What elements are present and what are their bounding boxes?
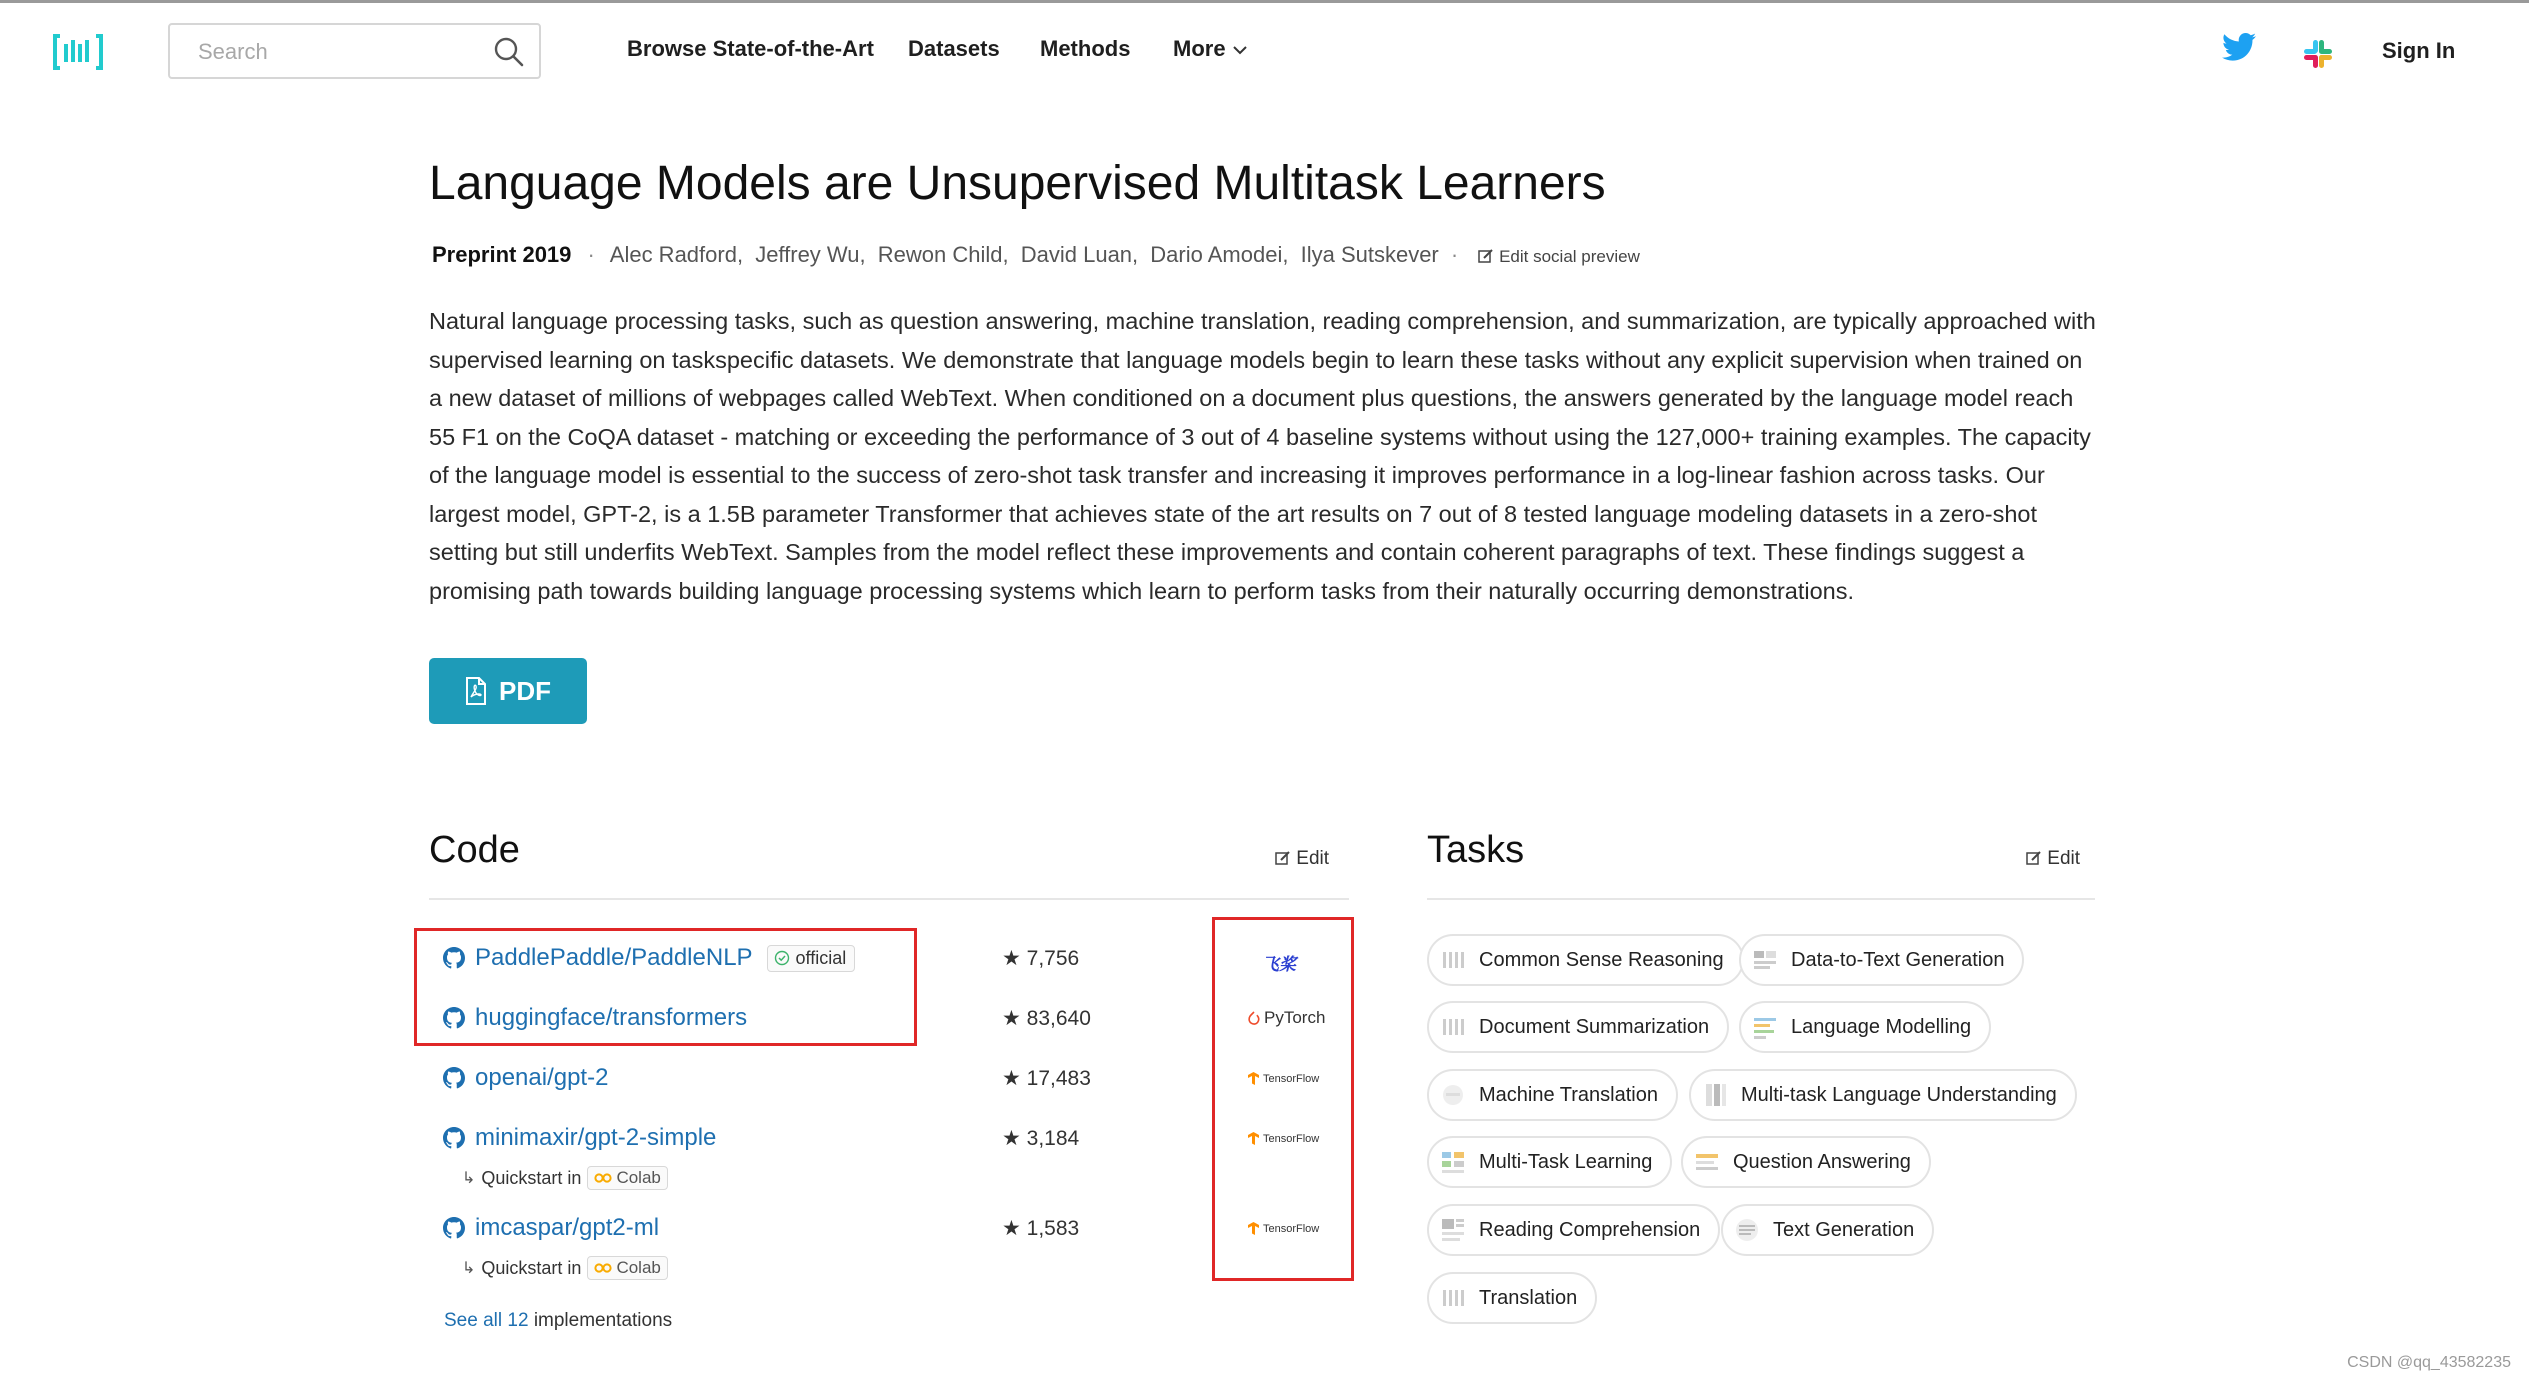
pdf-button[interactable] bbox=[429, 658, 587, 724]
task-label: Question Answering bbox=[1733, 1150, 1911, 1173]
task-label: Data-to-Text Generation bbox=[1791, 948, 2005, 971]
repo-stars bbox=[1002, 1216, 1079, 1241]
colab-label: Colab bbox=[616, 1168, 661, 1187]
see-all-count: 12 bbox=[507, 1310, 529, 1331]
task-label: Language Modelling bbox=[1791, 1015, 1972, 1038]
author[interactable]: Ilya Sutskever bbox=[1300, 242, 1439, 267]
task-chip[interactable] bbox=[1721, 1204, 1934, 1256]
framework-label: 飞桨 bbox=[1262, 955, 1296, 974]
edit-social-preview-label: Edit social preview bbox=[1499, 247, 1640, 266]
colab-button[interactable] bbox=[587, 1166, 667, 1190]
repo-name: huggingface/transformers bbox=[475, 1004, 748, 1031]
task-chip[interactable] bbox=[1427, 1204, 1720, 1256]
code-divider bbox=[429, 898, 1349, 900]
highlight-box-frameworks bbox=[1212, 917, 1354, 1281]
task-label: Document Summarization bbox=[1479, 1015, 1710, 1038]
highlight-box-repos bbox=[414, 928, 917, 1046]
task-thumbnail-icon bbox=[1751, 946, 1779, 974]
task-thumbnail-icon bbox=[1439, 1216, 1467, 1244]
repo-name: minimaxir/gpt-2-simple bbox=[475, 1124, 717, 1151]
search-icon[interactable] bbox=[493, 36, 525, 68]
code-edit-link[interactable] bbox=[1275, 848, 1329, 870]
task-chip[interactable] bbox=[1739, 934, 2024, 986]
chevron-down-icon bbox=[1232, 45, 1248, 55]
tasks-edit-label: Edit bbox=[2047, 848, 2081, 869]
edit-social-preview-link[interactable] bbox=[1478, 247, 1640, 266]
tasks-edit-link[interactable] bbox=[2026, 848, 2080, 870]
nav-more[interactable] bbox=[1173, 36, 1248, 62]
see-all-link[interactable] bbox=[444, 1310, 529, 1331]
sign-in-link[interactable]: Sign In bbox=[2382, 38, 2456, 63]
paper-abstract: Natural language processing tasks, such as question answering, machine translation, reading comprehension, and summarization, are typically approached with supervised learning on taskspecific datasets. We demonstrate that language models begin to learn these tasks without any explicit supervision when trained on a new dataset of millions of webpages called WebText. When conditioned on a document plus questions, the answers generated by the language model reach 55 F1 on the CoQA dataset - matching or exceeding the performance of 3 out of 4 baseline systems without using the 127,000+ training examples. The capacity of the language model is essential to the success of zero-shot task transfer and increasing it improves performance in a log-linear fashion across tasks. Our largest model, GPT-2, is a 1.5B parameter Transformer that achieves state of the art results on 7 out of 8 tested language modeling datasets in a zero-shot setting but still underfits WebText. Samples from the model reflect these improvements and contain coherent paragraphs of text. These findings suggest a promising path towards building language processing systems which learn to perform tasks from their naturally occurring demonstrations. bbox=[429, 308, 2096, 604]
task-thumbnail-icon bbox=[1751, 1013, 1779, 1041]
repo-name: imcaspar/gpt2-ml bbox=[475, 1214, 660, 1241]
star-count: 17,483 bbox=[1026, 1067, 1091, 1090]
pdf-icon bbox=[465, 677, 487, 705]
nav-more-label: More bbox=[1173, 36, 1226, 61]
author[interactable]: Alec Radford, bbox=[609, 242, 744, 267]
framework-label: TensorFlow bbox=[1263, 1222, 1320, 1235]
task-chip[interactable] bbox=[1739, 1001, 1991, 1053]
colab-button[interactable] bbox=[587, 1256, 667, 1280]
edit-icon bbox=[1275, 850, 1291, 866]
pdf-label: PDF bbox=[499, 675, 551, 706]
github-icon bbox=[443, 1127, 465, 1149]
search-input[interactable] bbox=[196, 25, 490, 79]
nav-datasets[interactable]: Datasets bbox=[908, 36, 1000, 61]
task-chip[interactable] bbox=[1427, 1001, 1729, 1053]
official-label: official bbox=[795, 947, 847, 968]
framework-label: TensorFlow bbox=[1263, 1132, 1320, 1145]
task-chip[interactable] bbox=[1427, 1272, 1597, 1324]
task-thumbnail-icon bbox=[1693, 1148, 1721, 1176]
papers-with-code-logo[interactable] bbox=[52, 32, 104, 72]
nav-browse-sota[interactable]: Browse State-of-the-Art bbox=[627, 36, 874, 61]
star-icon: ★ bbox=[1002, 947, 1021, 970]
tasks-section-title: Tasks bbox=[1427, 829, 1525, 871]
star-count: 1,583 bbox=[1026, 1217, 1080, 1240]
colab-label: Colab bbox=[616, 1258, 661, 1277]
star-icon: ★ bbox=[1002, 1007, 1021, 1030]
star-icon: ★ bbox=[1002, 1067, 1021, 1090]
task-thumbnail-icon bbox=[1439, 946, 1467, 974]
quickstart-row bbox=[462, 1166, 668, 1190]
github-icon bbox=[443, 1217, 465, 1239]
author[interactable]: Jeffrey Wu, bbox=[755, 242, 866, 267]
see-all-prefix: See all bbox=[444, 1310, 503, 1331]
repo-name: PaddlePaddle/PaddleNLP bbox=[475, 944, 753, 971]
repo-name: openai/gpt-2 bbox=[475, 1064, 609, 1091]
author[interactable]: Dario Amodei, bbox=[1150, 242, 1289, 267]
twitter-icon[interactable] bbox=[2222, 32, 2256, 62]
task-chip[interactable] bbox=[1427, 1069, 1678, 1121]
repo-link[interactable] bbox=[443, 1214, 659, 1242]
slack-icon[interactable] bbox=[2302, 38, 2334, 70]
repo-link[interactable] bbox=[443, 1124, 716, 1152]
task-label: Multi-task Language Understanding bbox=[1741, 1083, 2057, 1106]
task-chip[interactable] bbox=[1689, 1069, 2077, 1121]
framework-label: PyTorch bbox=[1264, 1008, 1326, 1027]
see-all-suffix: implementations bbox=[533, 1310, 673, 1331]
task-chip[interactable] bbox=[1427, 934, 1744, 986]
task-thumbnail-icon bbox=[1439, 1284, 1467, 1312]
task-thumbnail-icon bbox=[1439, 1081, 1467, 1109]
repo-stars bbox=[1002, 1066, 1091, 1091]
see-all-implementations bbox=[444, 1310, 672, 1332]
author[interactable]: Rewon Child, bbox=[877, 242, 1009, 267]
paper-meta bbox=[432, 242, 1640, 268]
task-label: Common Sense Reasoning bbox=[1479, 948, 1724, 971]
top-border bbox=[0, 0, 2529, 3]
paper-title: Language Models are Unsupervised Multitask Learners bbox=[429, 157, 1606, 210]
edit-icon bbox=[1478, 248, 1494, 264]
task-label: Machine Translation bbox=[1479, 1083, 1658, 1106]
star-count: 7,756 bbox=[1026, 947, 1080, 970]
task-chip[interactable] bbox=[1427, 1136, 1672, 1188]
repo-stars bbox=[1002, 1006, 1091, 1031]
task-label: Text Generation bbox=[1773, 1218, 1915, 1241]
edit-icon bbox=[2026, 850, 2042, 866]
code-edit-label: Edit bbox=[1296, 848, 1330, 869]
quickstart-row bbox=[462, 1256, 668, 1280]
repo-link[interactable] bbox=[443, 1064, 608, 1092]
code-section-title: Code bbox=[429, 829, 520, 871]
task-label: Multi-Task Learning bbox=[1479, 1150, 1653, 1173]
task-thumbnail-icon bbox=[1439, 1148, 1467, 1176]
repo-stars bbox=[1002, 1126, 1079, 1151]
watermark: CSDN @qq_43582235 bbox=[2347, 1354, 2511, 1371]
star-icon: ★ bbox=[1002, 1127, 1021, 1150]
task-thumbnail-icon bbox=[1439, 1013, 1467, 1041]
tasks-divider bbox=[1427, 898, 2095, 900]
task-chip[interactable] bbox=[1681, 1136, 1931, 1188]
task-label: Translation bbox=[1479, 1286, 1578, 1309]
paper-venue: Preprint 2019 bbox=[432, 242, 572, 267]
quickstart-arrow-icon: ↳ bbox=[462, 1170, 476, 1187]
nav-methods[interactable]: Methods bbox=[1040, 36, 1131, 61]
colab-icon bbox=[594, 1173, 612, 1183]
meta-separator: · bbox=[587, 242, 595, 267]
star-count: 83,640 bbox=[1026, 1007, 1091, 1030]
repo-stars bbox=[1002, 946, 1079, 971]
quickstart-arrow-icon: ↳ bbox=[462, 1260, 476, 1277]
colab-icon bbox=[594, 1263, 612, 1273]
quickstart-label: Quickstart in bbox=[481, 1257, 582, 1278]
star-icon: ★ bbox=[1002, 1217, 1021, 1240]
quickstart-label: Quickstart in bbox=[481, 1167, 582, 1188]
author[interactable]: David Luan, bbox=[1020, 242, 1139, 267]
github-icon bbox=[443, 1067, 465, 1089]
meta-separator: · bbox=[1450, 242, 1459, 267]
star-count: 3,184 bbox=[1026, 1127, 1080, 1150]
task-thumbnail-icon bbox=[1701, 1081, 1729, 1109]
task-label: Reading Comprehension bbox=[1479, 1218, 1701, 1241]
search-box bbox=[168, 23, 541, 79]
framework-label: TensorFlow bbox=[1263, 1072, 1320, 1085]
task-thumbnail-icon bbox=[1733, 1216, 1761, 1244]
